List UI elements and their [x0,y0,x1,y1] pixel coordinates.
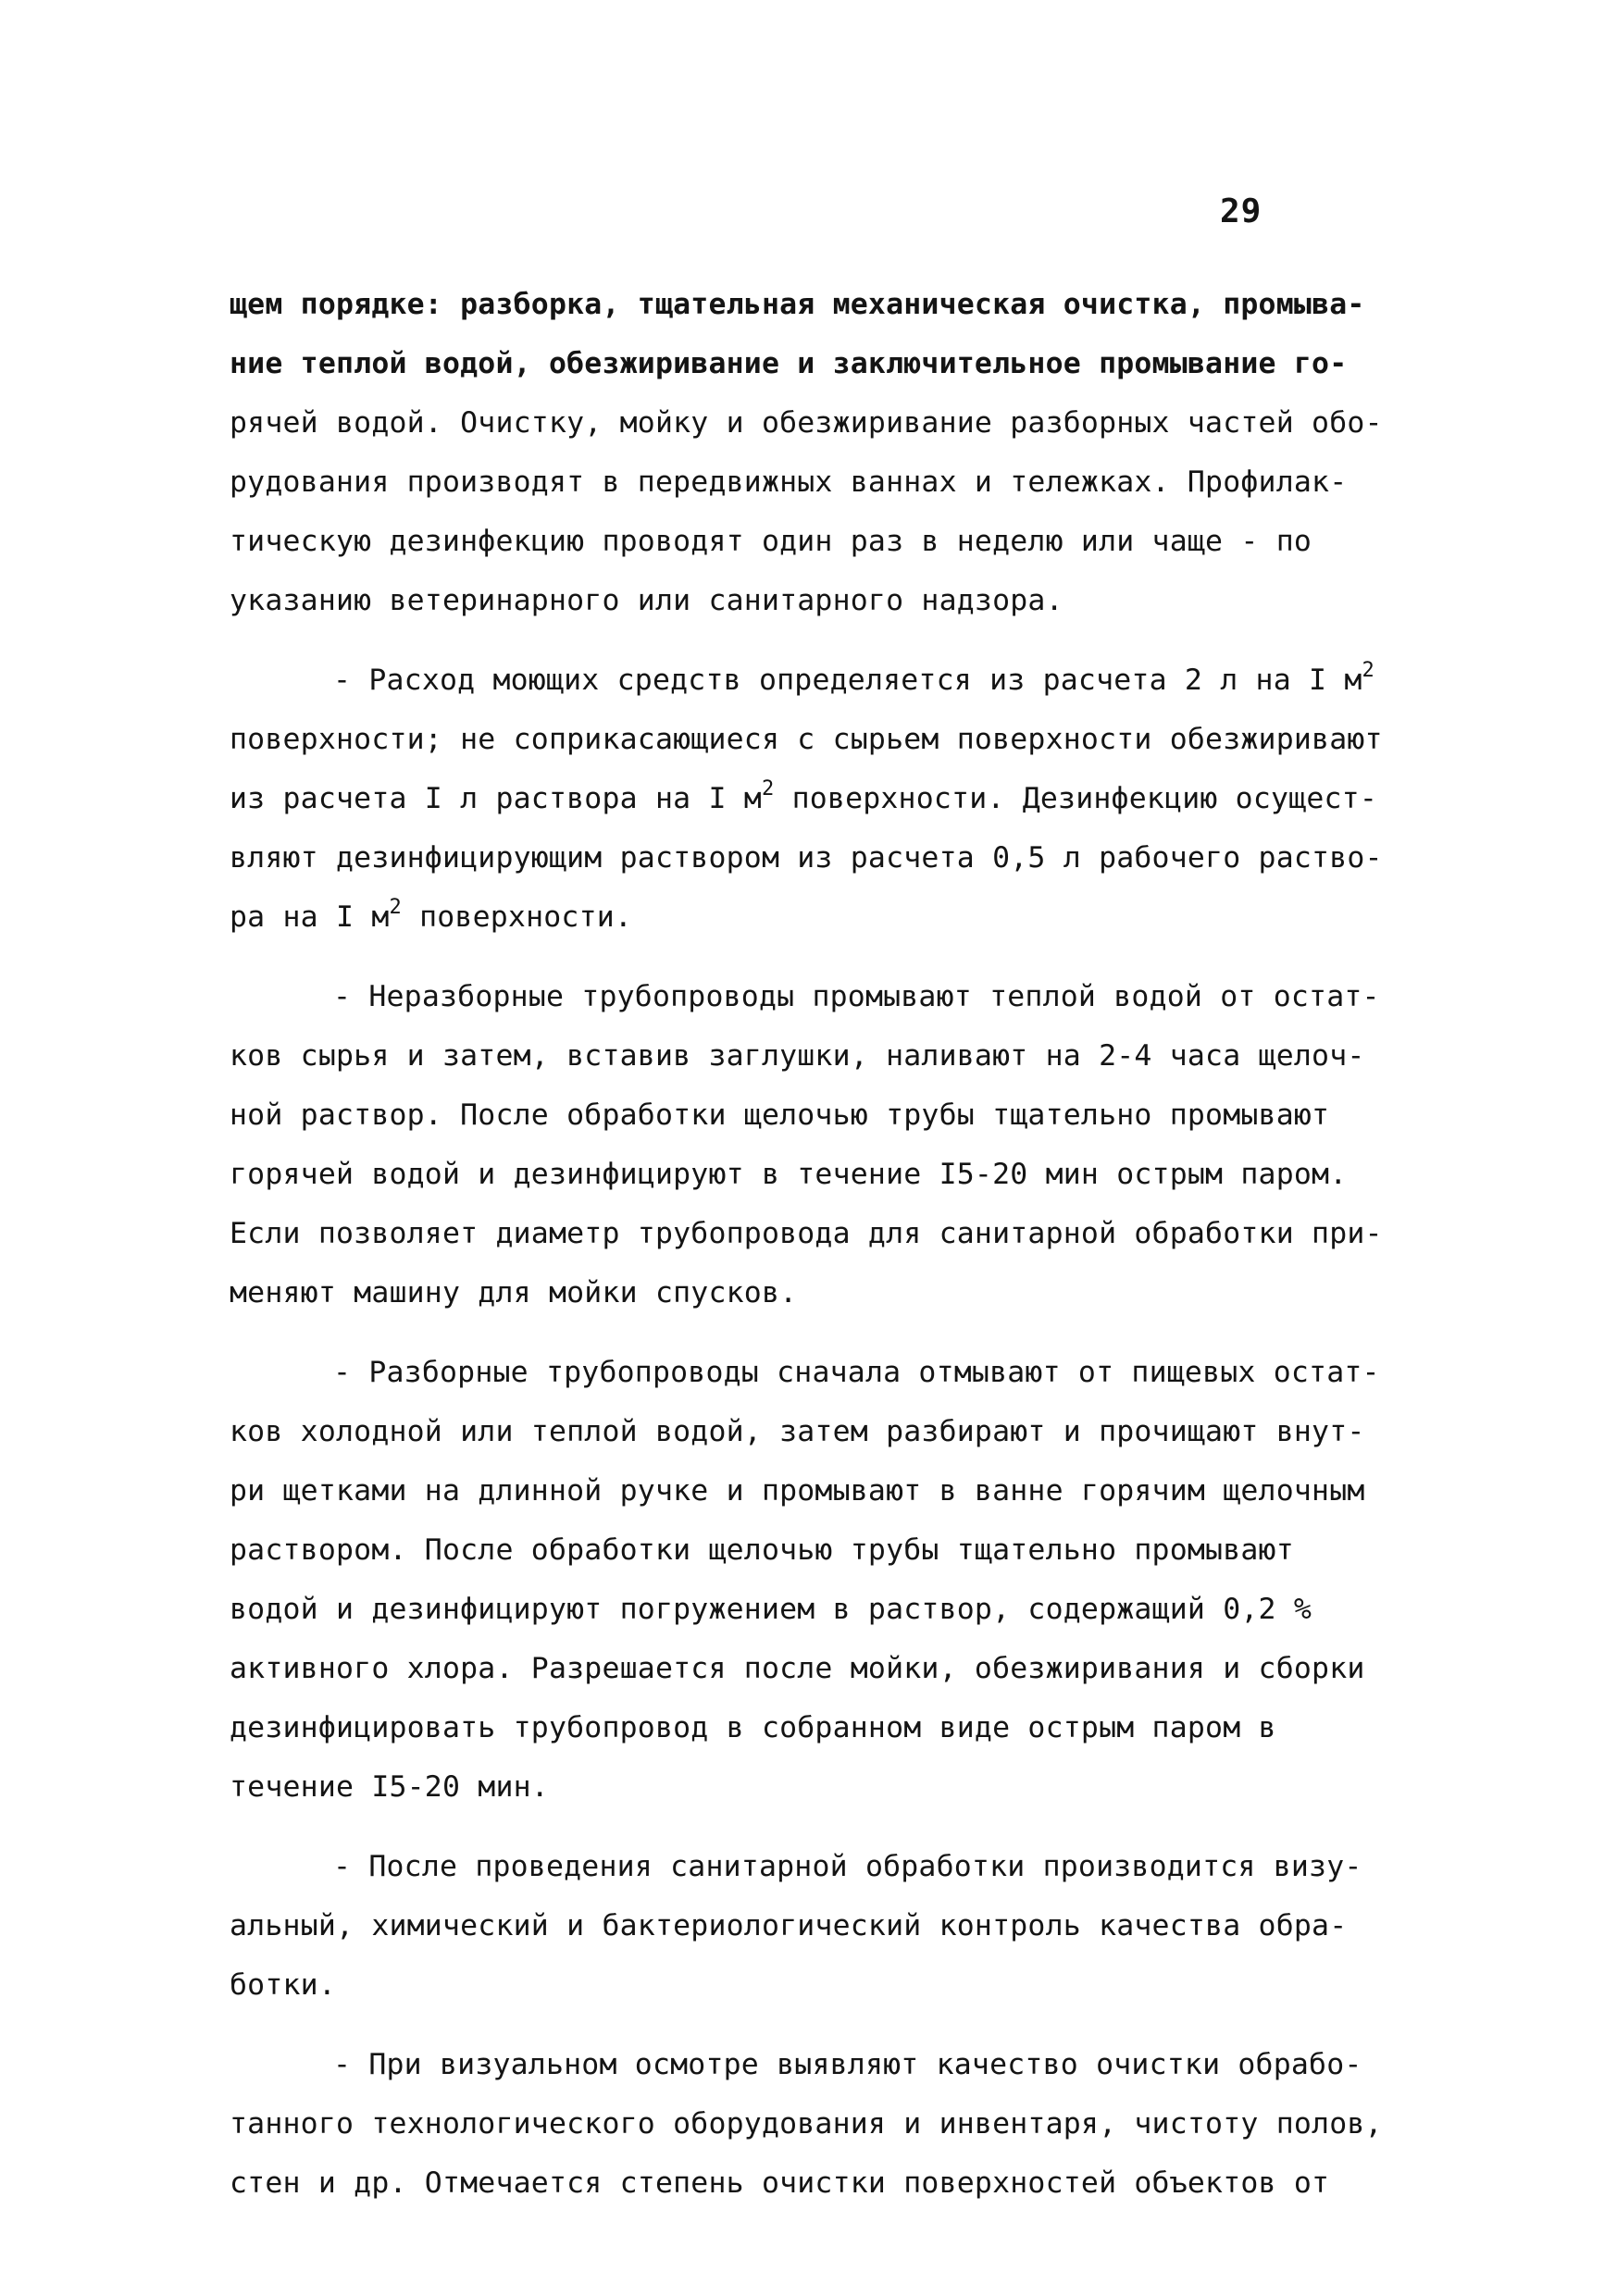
line-text: дезинфицировать трубопровод в собранном виде острым паром в [230,1711,1276,1744]
text-line [230,1402,1424,1461]
line-text-continued: поверхности. [401,900,633,934]
text-line [230,2035,1424,2094]
text-line [230,1896,1424,1955]
body-text [230,275,1424,2213]
text-line [230,710,1424,769]
text-line [230,571,1424,630]
line-text: ри щетками на длинной ручке и промывают в ванне горячим щелочным [230,1474,1365,1508]
text-line [230,1026,1424,1086]
text-line [230,1698,1424,1757]
line-text: рудования производят в передвижных ваннах и тележках. Профилак- [230,465,1348,499]
line-text: ков сырья и затем, вставив заглушки, наливают на 2-4 часа щелоч- [230,1039,1365,1073]
line-text: поверхности; не соприкасающиеся с сырьем поверхности обезжиривают [230,723,1383,756]
paragraph [230,275,1424,630]
superscript: 2 [389,896,402,919]
text-line [230,1757,1424,1817]
paragraph [230,651,1424,947]
text-line [230,2094,1424,2153]
text-line [230,1461,1424,1520]
line-text-continued: поверхности. Дезинфекцию осущест- [774,782,1378,815]
line-text: стен и др. Отмечается степень очистки поверхностей объектов от [230,2166,1330,2200]
line-text: щем порядке: разборка, тщательная механическая очистка, промыва- [230,288,1365,321]
text-line [230,453,1424,512]
text-line [230,1086,1424,1145]
line-text: ра на I м [230,900,390,934]
text-line [230,1639,1424,1698]
text-line [230,769,1424,828]
text-line [230,1204,1424,1263]
line-text: - Неразборные трубопроводы промывают теплой водой от остат- [333,980,1380,1013]
text-line [230,393,1424,453]
line-text: - Расход моющих средств определяется из расчета 2 л на I м [333,664,1362,697]
superscript: 2 [761,777,775,800]
line-text: вляют дезинфицирующим раствором из расчета 0,5 л рабочего раство- [230,841,1383,875]
text-line [230,512,1424,571]
text-line [230,1580,1424,1639]
line-text: из расчета I л раствора на I м [230,782,762,815]
line-text: ние теплой водой, обезжиривание и заключительное промывание го- [230,347,1348,380]
text-line [230,1263,1424,1322]
line-text: ной раствор. После обработки щелочью трубы тщательно промывают [230,1098,1330,1132]
line-text: - При визуальном осмотре выявляют качество очистки обрабо- [333,2048,1362,2081]
text-line [230,275,1424,334]
line-text: альный, химический и бактериологический контроль качества обра- [230,1909,1348,1942]
line-text: активного хлора. Разрешается после мойки, обезжиривания и сборки [230,1652,1365,1685]
superscript: 2 [1362,659,1374,682]
paragraph [230,1343,1424,1817]
text-line [230,887,1424,947]
text-line [230,1955,1424,2015]
line-text: горячей водой и дезинфицируют в течение I5-20 мин острым паром. [230,1158,1348,1191]
line-text: - Разборные трубопроводы сначала отмывают от пищевых остат- [333,1356,1380,1389]
text-line [230,1520,1424,1580]
line-text: течение I5-20 мин. [230,1770,549,1804]
text-line [230,967,1424,1026]
paragraph [230,1837,1424,2015]
line-text: ботки. [230,1968,336,2002]
line-text: рячей водой. Очистку, мойку и обезжиривание разборных частей обо- [230,406,1383,440]
text-line [230,334,1424,393]
text-line [230,1343,1424,1402]
line-text: тическую дезинфекцию проводят один раз в неделю или чаще - по [230,525,1312,558]
line-text: указанию ветеринарного или санитарного надзора. [230,584,1063,617]
text-line [230,651,1424,710]
page-number: 29 [1220,192,1263,230]
line-text: - После проведения санитарной обработки производится визу- [333,1850,1362,1883]
line-text: Если позволяет диаметр трубопровода для санитарной обработки при- [230,1217,1383,1250]
line-text: раствором. После обработки щелочью трубы тщательно промывают [230,1533,1294,1567]
text-line [230,2153,1424,2213]
paragraph [230,2035,1424,2213]
text-line [230,1837,1424,1896]
line-text: меняют машину для мойки спусков. [230,1276,798,1309]
line-text: ков холодной или теплой водой, затем разбирают и прочищают внут- [230,1415,1365,1448]
line-text: водой и дезинфицируют погружением в раствор, содержащий 0,2 % [230,1593,1312,1626]
text-line [230,828,1424,887]
text-line [230,1145,1424,1204]
paragraph [230,967,1424,1322]
line-text: танного технологического оборудования и инвентаря, чистоту полов, [230,2107,1383,2141]
